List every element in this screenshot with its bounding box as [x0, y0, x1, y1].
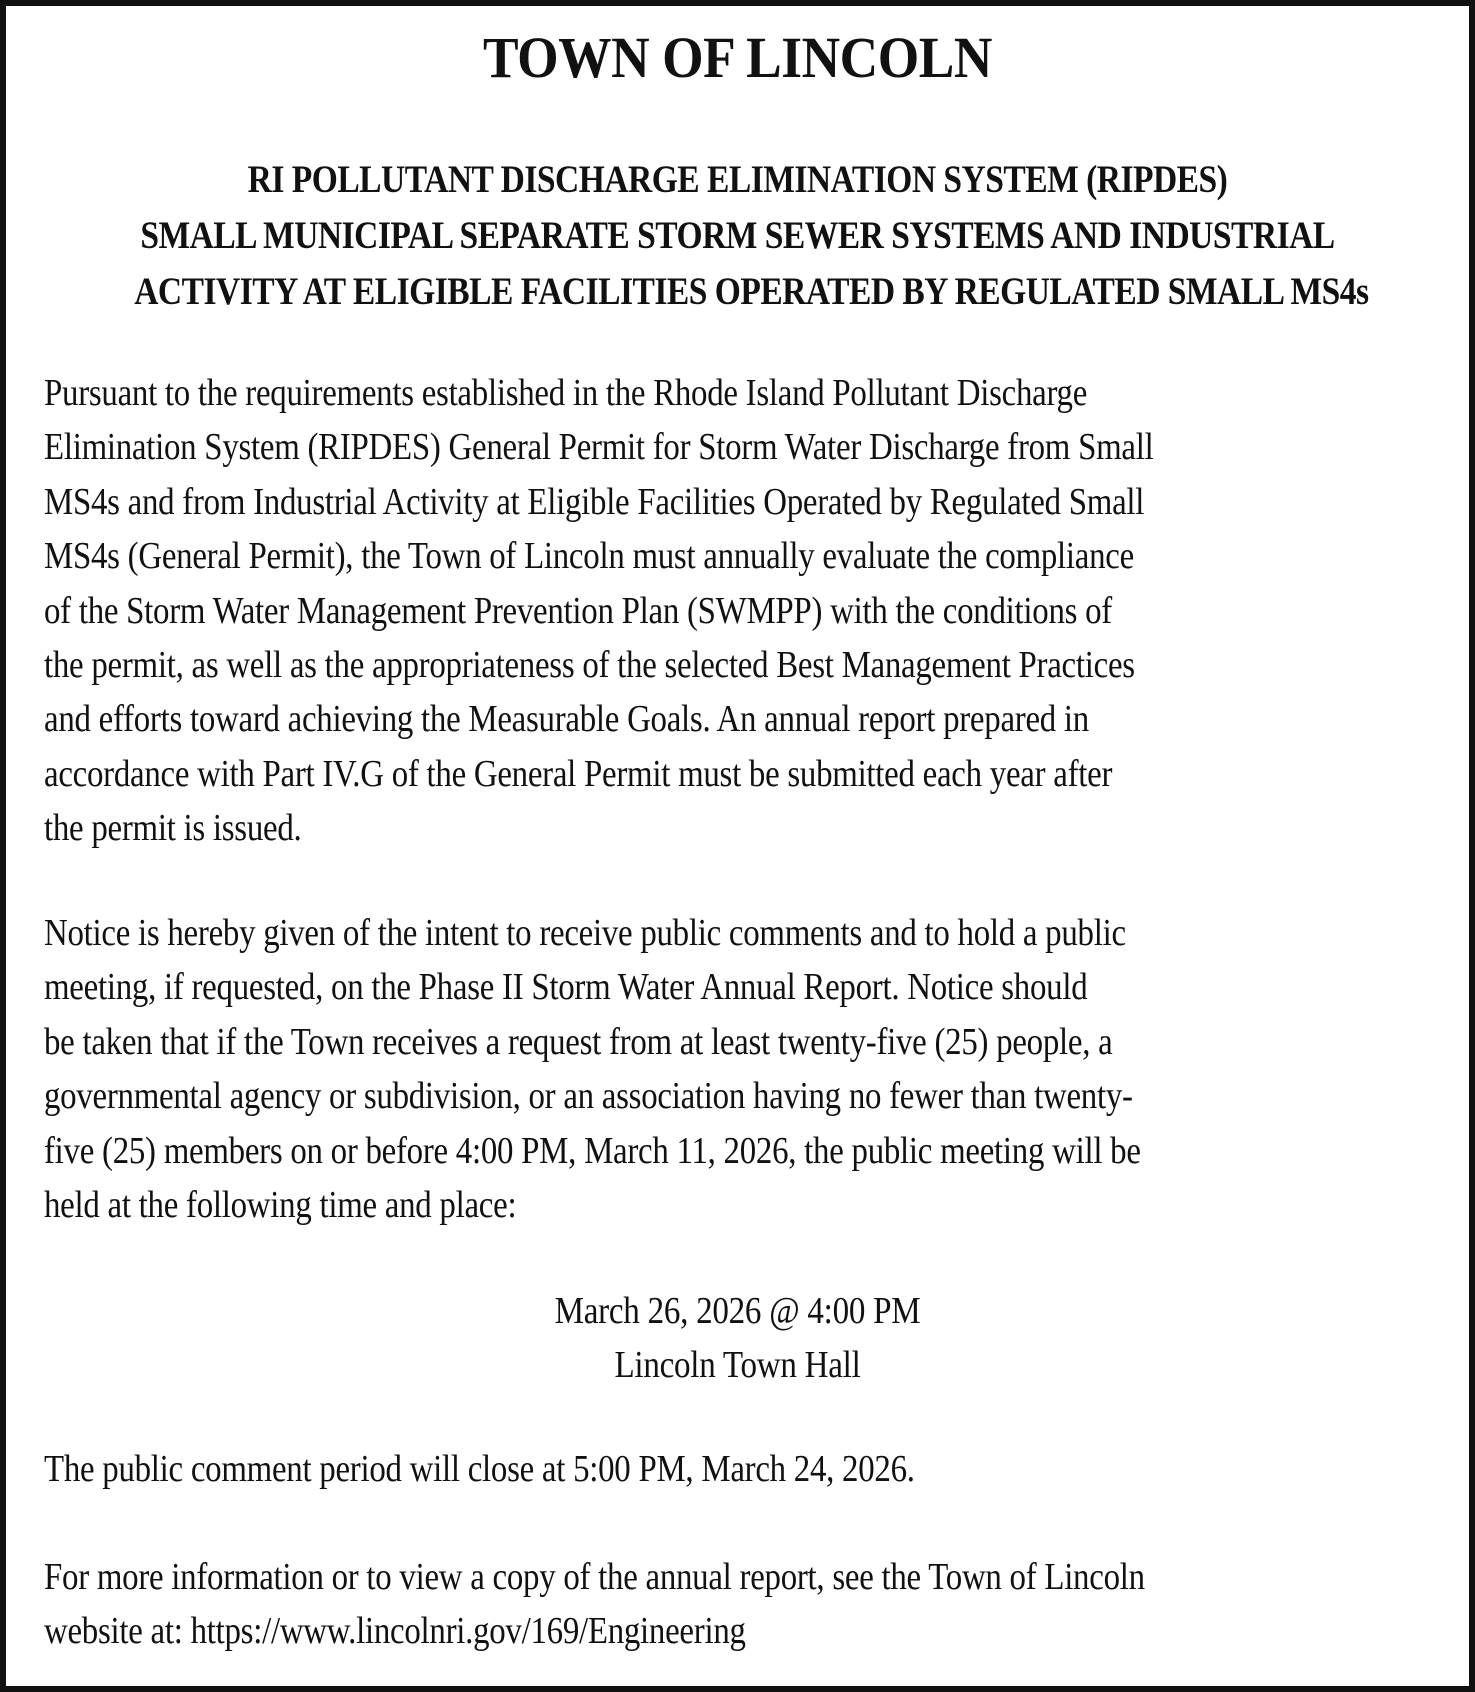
- paragraph-line: of the Storm Water Management Prevention Plan (SWMPP) with the conditions of: [44, 589, 1112, 632]
- paragraph-line: held at the following time and place:: [44, 1184, 517, 1227]
- heading-line: RI POLLUTANT DISCHARGE ELIMINATION SYSTEM (RIPDES): [247, 158, 1228, 201]
- paragraph-line: governmental agency or subdivision, or an association having no fewer than twenty-: [44, 1075, 1133, 1118]
- paragraph-line: Pursuant to the requirements established in the Rhode Island Pollutant Discharge: [44, 372, 1088, 414]
- comment-period-paragraph: [44, 1442, 1324, 1496]
- paragraph-line: be taken that if the Town receives a request from at least twenty-five (25) people, a: [44, 1020, 1113, 1063]
- paragraph-line: MS4s (General Permit), the Town of Lincoln must annually evaluate the compliance: [44, 535, 1134, 578]
- paragraph-line: and efforts toward achieving the Measurable Goals. An annual report prepared in: [44, 698, 1089, 741]
- permit-paragraph: [44, 366, 1324, 856]
- meeting-datetime: March 26, 2026 @ 4:00 PM: [554, 1290, 921, 1332]
- more-info-paragraph: [44, 1550, 1324, 1659]
- notice-title: TOWN OF LINCOLN: [483, 25, 992, 90]
- website-line: website at: https://www.lincolnri.gov/169/Engineering: [44, 1610, 746, 1653]
- paragraph-line: the permit, as well as the appropriateness of the selected Best Management Practices: [44, 644, 1135, 687]
- heading-line: SMALL MUNICIPAL SEPARATE STORM SEWER SYSTEMS AND INDUSTRIAL: [140, 214, 1335, 257]
- heading-line: ACTIVITY AT ELIGIBLE FACILITIES OPERATED BY REGULATED SMALL MS4s: [134, 270, 1369, 313]
- paragraph-line: accordance with Part IV.G of the General Permit must be submitted each year after: [44, 752, 1113, 795]
- paragraph-line: For more information or to view a copy of the annual report, see the Town of Lincoln: [44, 1556, 1145, 1598]
- meeting-location: Lincoln Town Hall: [614, 1344, 861, 1386]
- notice-heading: [134, 152, 1369, 320]
- paragraph-line: MS4s and from Industrial Activity at Eligible Facilities Operated by Regulated Small: [44, 480, 1145, 523]
- meeting-notice-paragraph: [44, 906, 1324, 1232]
- paragraph-line: Elimination System (RIPDES) General Permit for Storm Water Discharge from Small: [44, 426, 1154, 469]
- paragraph-line: meeting, if requested, on the Phase II Storm Water Annual Report. Notice should: [44, 966, 1088, 1009]
- comment-period-text: The public comment period will close at 5:00 PM, March 24, 2026.: [44, 1448, 915, 1490]
- paragraph-line: five (25) members on or before 4:00 PM, March 11, 2026, the public meeting will be: [44, 1129, 1141, 1172]
- paragraph-line: the permit is issued.: [44, 807, 302, 850]
- meeting-details: [101, 1284, 1374, 1392]
- paragraph-line: Notice is hereby given of the intent to receive public comments and to hold a public: [44, 912, 1126, 954]
